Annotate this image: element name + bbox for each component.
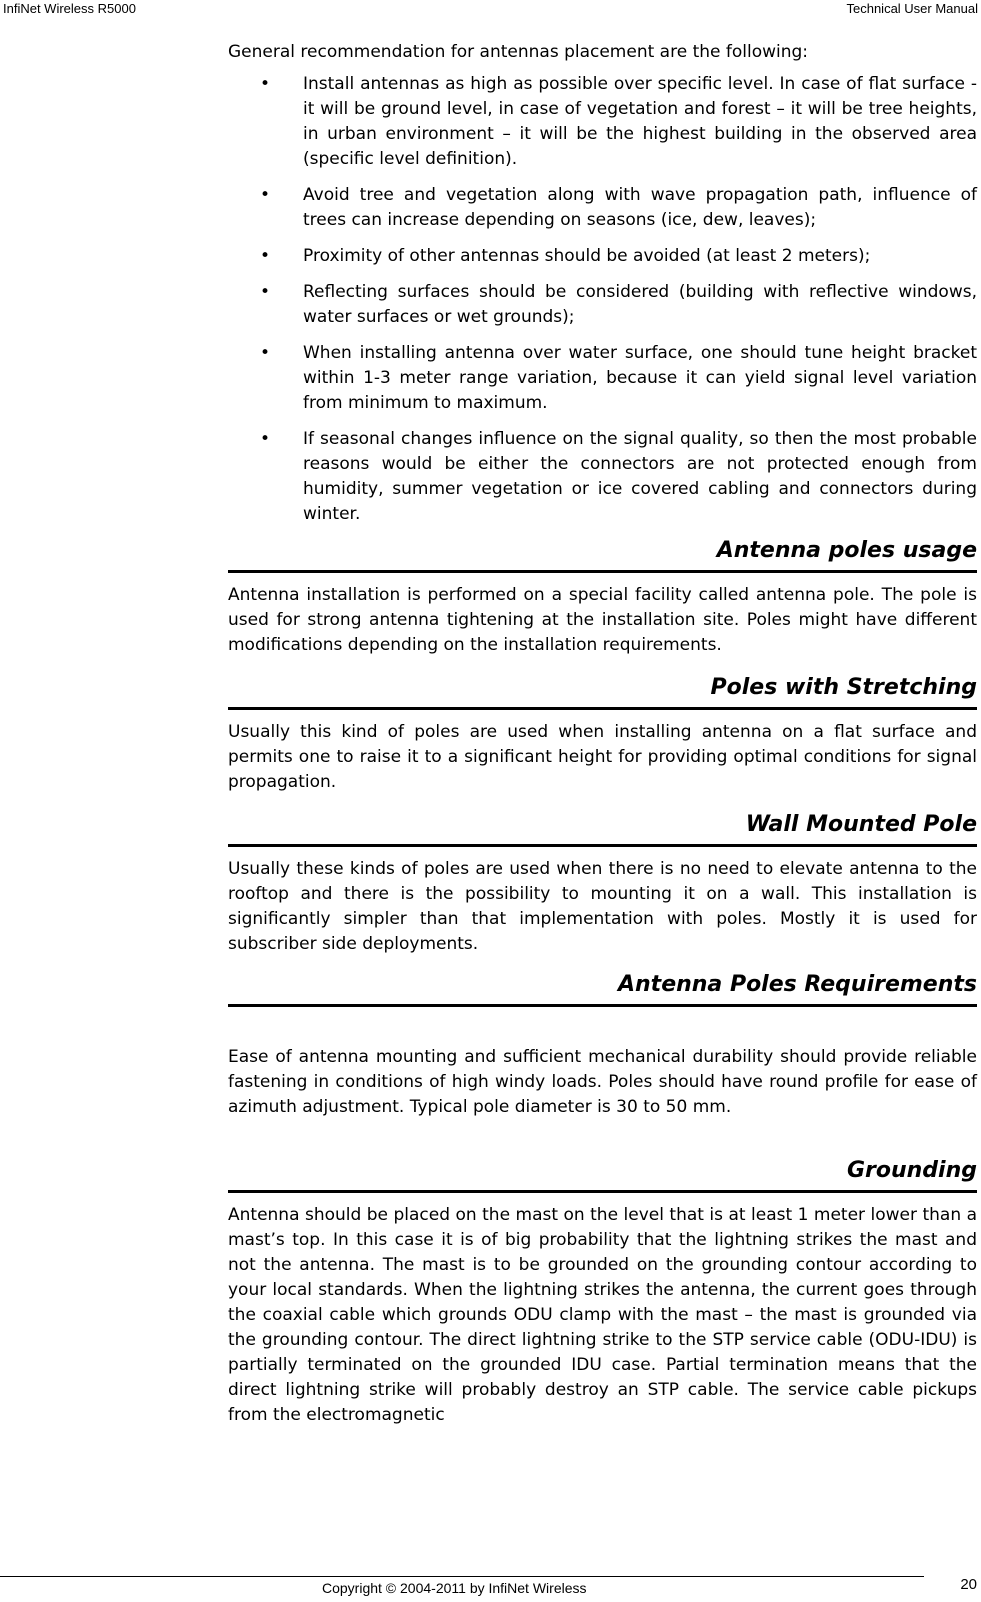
list-item [228, 280, 977, 330]
section-paragraph: Antenna installation is performed on a special facility called antenna pole. The pole is used for strong antenna tightening at the installation site. Poles might have different modifications depending on the installation requirements. [228, 585, 977, 655]
bullet-icon: • [260, 185, 271, 205]
list-item [228, 427, 977, 527]
bullet-icon: • [260, 429, 271, 449]
bullet-icon: • [260, 343, 271, 363]
list-item [228, 244, 977, 269]
bullet-icon: • [260, 282, 271, 302]
list-item [228, 183, 977, 233]
section-wall-mounted-pole [228, 812, 977, 957]
footer-divider [0, 1576, 924, 1577]
section-heading: Wall Mounted Pole [228, 812, 977, 847]
page-body [228, 40, 977, 1428]
section-antenna-poles-usage [228, 538, 977, 658]
section-poles-with-stretching [228, 675, 977, 795]
section-paragraph: Usually these kinds of poles are used when there is no need to elevate antenna to the rooftop and there is the possibility to mounting it on a wall. This installation is significantly simpler than that implementation with poles. Mostly it is used for subscriber side deployments. [228, 859, 977, 954]
list-item [228, 341, 977, 416]
section-heading: Antenna poles usage [228, 538, 977, 573]
recommendation-list [228, 72, 977, 527]
header-doc-title: InfiNet Wireless R5000 [3, 1, 136, 16]
page-number: 20 [960, 1576, 977, 1593]
list-item [228, 72, 977, 172]
section-paragraph: Antenna should be placed on the mast on the level that is at least 1 meter lower than a mast’s top. In this case it is of big probability that the lightning strikes the mast and not the antenna. The mast is to be grounded on the grounding contour according to your local standards. When the lightning strikes the antenna, the current goes through the coaxial cable which grounds ODU clamp with the mast – the mast is grounded via the grounding contour. The direct lightning strike to the STP service cable (ODU-IDU) is partially terminated on the grounded IDU case. Partial termination means that the direct lightning strike will probably destroy an STP cable. The service cable pickups from the electromagnetic [228, 1205, 977, 1425]
section-heading: Antenna Poles Requirements [228, 972, 977, 1007]
list-item-text: Avoid tree and vegetation along with wave propagation path, influence of trees can increase depending on seasons (ice, dew, leaves); [303, 185, 977, 230]
list-item-text: When installing antenna over water surface, one should tune height bracket within 1-3 meter range variation, because it can yield signal level variation from minimum to maximum. [303, 343, 977, 413]
header-manual-title: Technical User Manual [846, 1, 978, 16]
bullet-icon: • [260, 246, 271, 266]
intro-paragraph: General recommendation for antennas placement are the following: [228, 42, 809, 62]
section-heading: Grounding [228, 1158, 977, 1193]
list-item-text: Install antennas as high as possible over specific level. In case of flat surface - it will be ground level, in case of vegetation and forest – it will be tree heights, in urban environment – it will be the highest building in the observed area (specific level definition). [303, 74, 977, 169]
list-item-text: Proximity of other antennas should be avoided (at least 2 meters); [303, 246, 871, 266]
section-heading: Poles with Stretching [228, 675, 977, 710]
section-antenna-poles-requirements [228, 972, 977, 1120]
bullet-icon: • [260, 74, 271, 94]
section-paragraph: Ease of antenna mounting and sufficient mechanical durability should provide reliable fastening in conditions of high windy loads. Poles should have round profile for ease of azimuth adjustment. Typical pole diameter is 30 to 50 mm. [228, 1047, 977, 1117]
list-item-text: If seasonal changes influence on the signal quality, so then the most probable reasons would be either the connectors are not protected enough from humidity, summer vegetation or ice covered cabling and connectors during winter. [303, 429, 977, 524]
section-paragraph: Usually this kind of poles are used when installing antenna on a flat surface and permits one to raise it to a significant height for providing optimal conditions for signal propagation. [228, 722, 977, 792]
section-grounding [228, 1158, 977, 1428]
list-item-text: Reflecting surfaces should be considered (building with reflective windows, water surfaces or wet grounds); [303, 282, 977, 327]
footer-copyright: Copyright © 2004-2011 by InfiNet Wireless [322, 1580, 587, 1596]
